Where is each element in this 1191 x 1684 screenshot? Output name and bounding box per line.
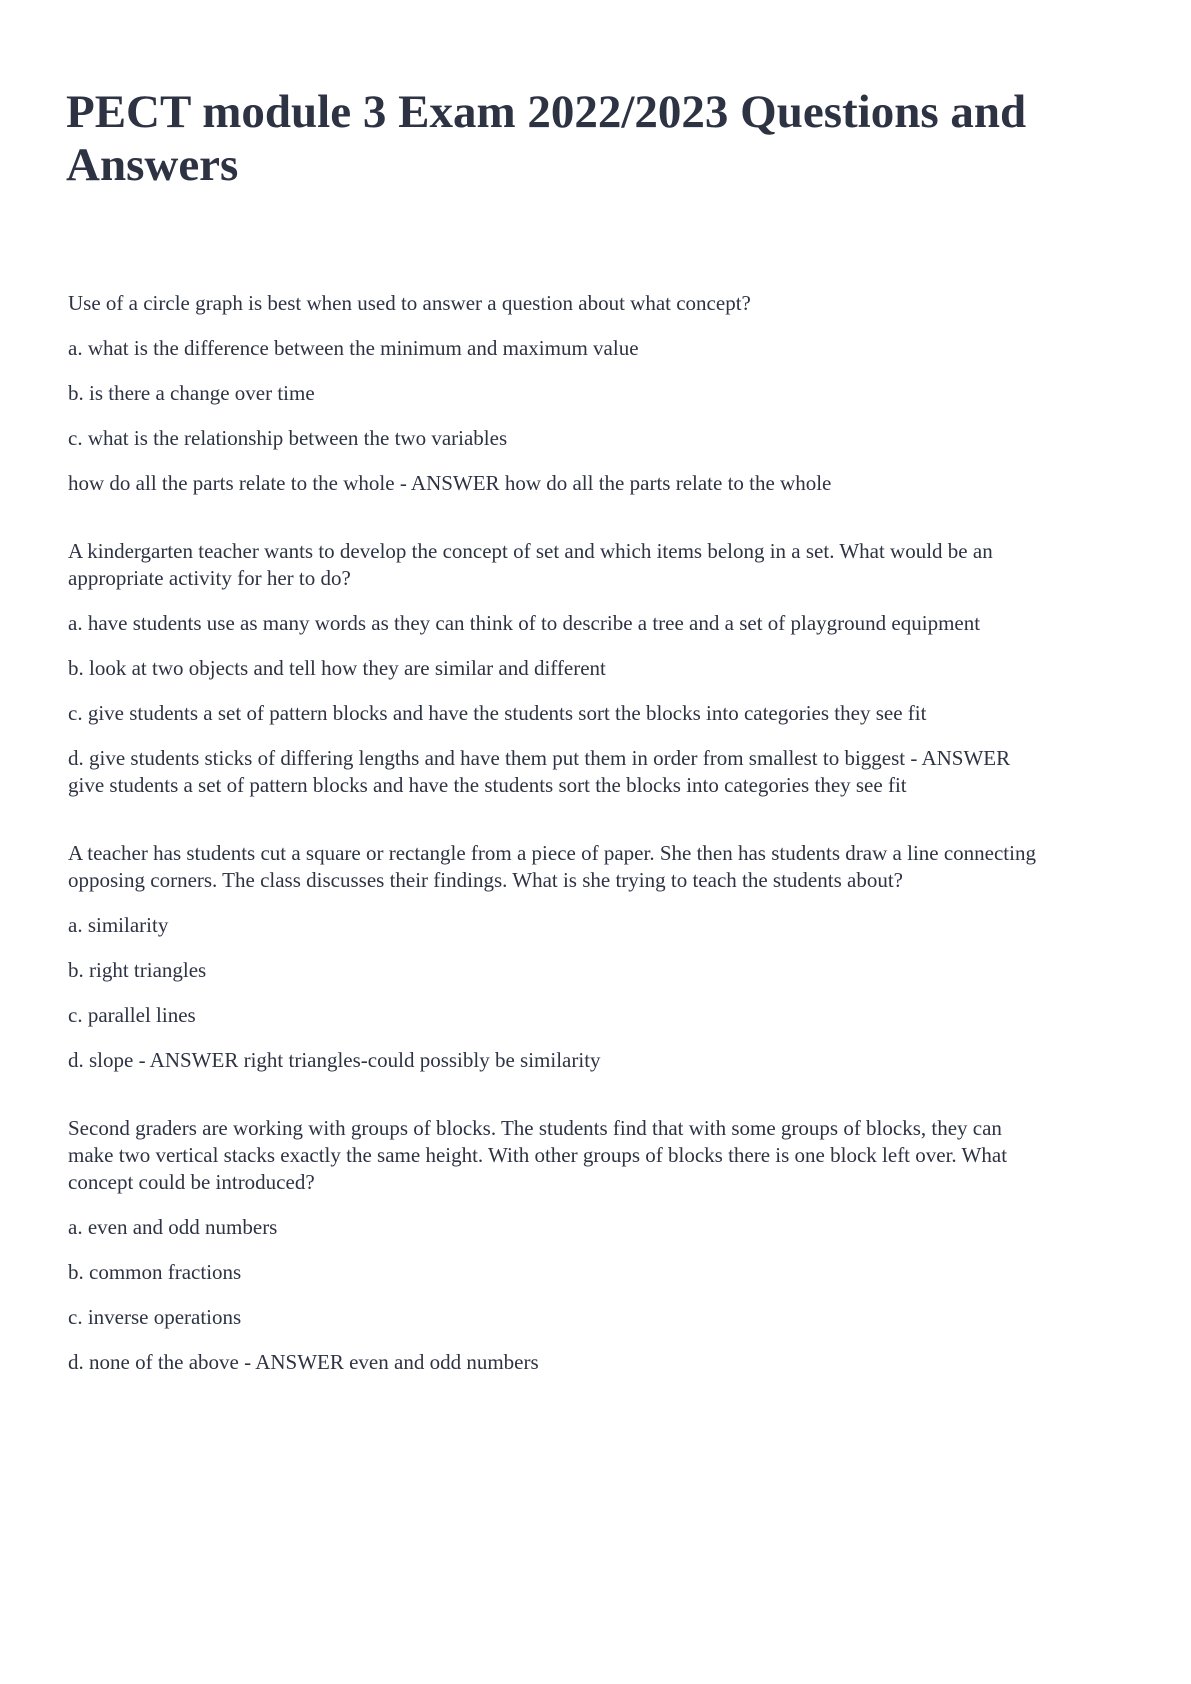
answer-option: b. look at two objects and tell how they are similar and different — [68, 656, 606, 680]
answer-option: c. what is the relationship between the two variables — [68, 426, 508, 450]
question-block — [68, 1115, 1046, 1376]
question-block — [68, 290, 1046, 497]
document-title: PECT module 3 Exam 2022/2023 Questions and Answers — [66, 86, 1027, 191]
answer-option: b. is there a change over time — [68, 381, 315, 405]
answer-option: a. what is the difference between the minimum and maximum value — [68, 336, 639, 360]
answer-option: how do all the parts relate to the whole - ANSWER how do all the parts relate to the whole — [68, 471, 832, 495]
question-prompt: Use of a circle graph is best when used to answer a question about what concept? — [68, 291, 751, 315]
answer-option: d. give students sticks of differing lengths and have them put them in order from smallest to biggest - ANSWER give students a set of pattern blocks and have the students sort the blocks into categories they see fit — [68, 746, 1011, 797]
answer-option: c. inverse operations — [68, 1305, 242, 1329]
answer-option: d. none of the above - ANSWER even and odd numbers — [68, 1350, 539, 1374]
answer-option: d. slope - ANSWER right triangles-could possibly be similarity — [68, 1048, 601, 1072]
answer-option: a. have students use as many words as they can think of to describe a tree and a set of playground equipment — [68, 611, 981, 635]
answer-option: c. give students a set of pattern blocks and have the students sort the blocks into categories they see fit — [68, 701, 927, 725]
answer-option: a. similarity — [68, 913, 169, 937]
question-prompt: A teacher has students cut a square or rectangle from a piece of paper. She then has students draw a line connecting opposing corners. The class discusses their findings. What is she trying to teach the students about? — [68, 841, 1036, 892]
questions-list — [68, 290, 1046, 1417]
question-prompt: Second graders are working with groups of blocks. The students find that with some groups of blocks, they can make two vertical stacks exactly the same height. With other groups of blocks there is one block left over. What concept could be introduced? — [68, 1116, 1008, 1194]
question-block — [68, 538, 1046, 799]
answer-option: c. parallel lines — [68, 1003, 196, 1027]
answer-option: b. right triangles — [68, 958, 207, 982]
answer-option: b. common fractions — [68, 1260, 242, 1284]
question-block — [68, 840, 1046, 1074]
answer-option: a. even and odd numbers — [68, 1215, 278, 1239]
question-prompt: A kindergarten teacher wants to develop the concept of set and which items belong in a set. What would be an appropriate activity for her to do? — [68, 539, 993, 590]
